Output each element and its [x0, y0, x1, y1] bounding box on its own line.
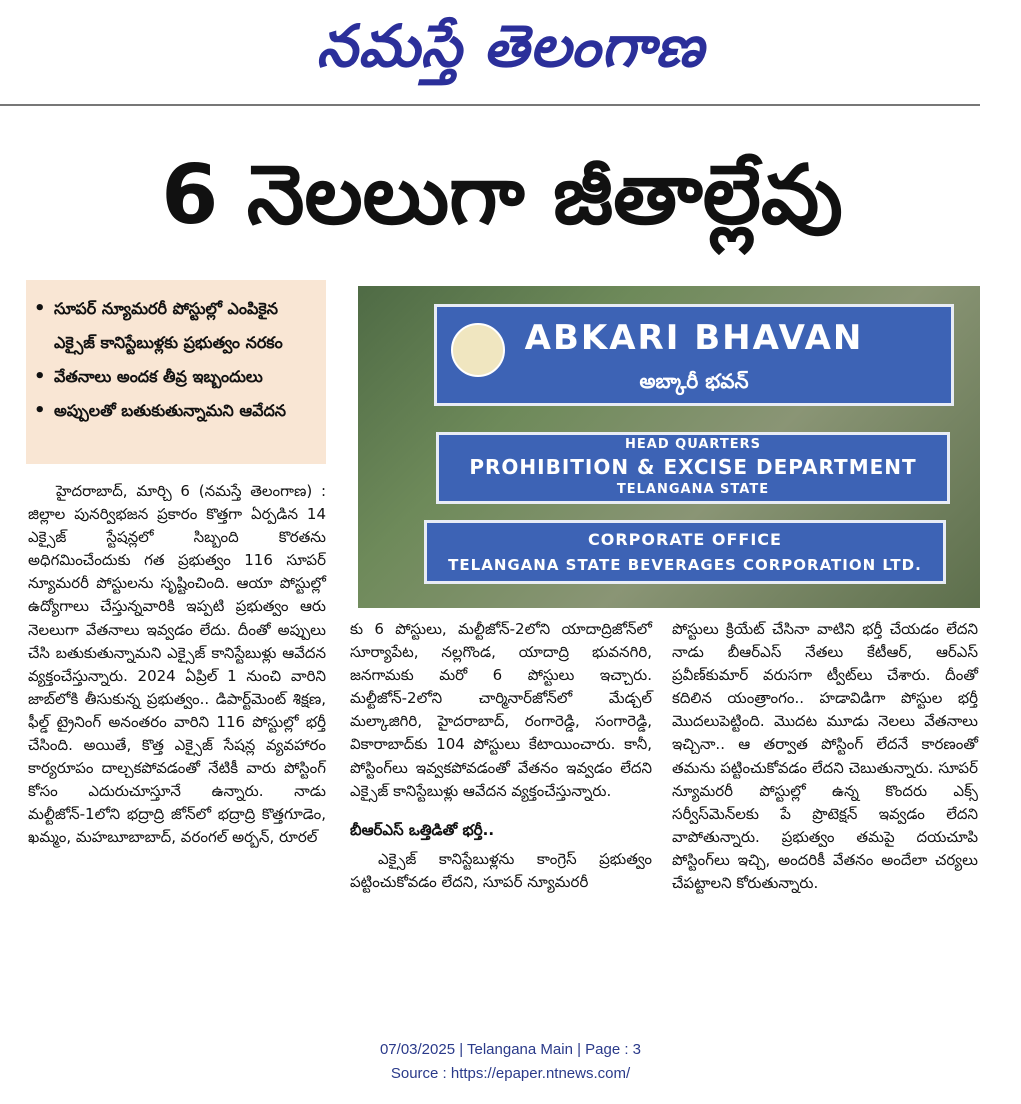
highlight-text: వేతనాలు అందక తీవ్ర ఇబ్బందులు — [54, 367, 263, 386]
sign-corporate-office — [424, 520, 946, 584]
bullet-icon: • — [34, 366, 46, 387]
highlight-item — [34, 360, 320, 394]
article-paragraph: ఎక్సైజ్ కానిస్టేబుళ్లను కాంగ్రెస్ ప్రభుత్వం పట్టించుకోవడం లేదని, సూపర్ న్యూమరరీ — [350, 849, 652, 891]
sign-line: HEAD QUARTERS — [625, 437, 761, 452]
highlight-text: సూపర్ న్యూమరరీ పోస్టుల్లో ఎంపికైన ఎక్సైజ్ కానిస్టేబుళ్లకు ప్రభుత్వం నరకం — [54, 299, 283, 352]
article-column-1 — [28, 480, 326, 850]
highlight-item — [34, 394, 320, 428]
footer — [0, 1038, 1021, 1086]
sign-line: TELANGANA STATE BEVERAGES CORPORATION LTD. — [448, 556, 922, 574]
sign-abkari-bhavan — [434, 304, 954, 406]
highlights-box — [26, 280, 326, 464]
highlight-text: అప్పులతో బతుకుతున్నామని ఆవేదన — [54, 401, 286, 420]
sign-line: PROHIBITION & EXCISE DEPARTMENT — [469, 455, 917, 479]
article-subhead: బీఆర్ఎస్ ఒత్తిడితో భర్తీ.. — [350, 820, 495, 839]
masthead-logo: నమస్తే తెలంగాణ — [316, 12, 705, 80]
footer-source: Source : https://epaper.ntnews.com/ — [390, 1065, 631, 1082]
bullet-icon: • — [34, 400, 46, 421]
article-paragraph: పోస్టులు క్రియేట్ చేసినా వాటిని భర్తీ చేయడం లేదని నాడు బీఆర్ఎస్ నేతలు కేటీఆర్, ఆర్ఎస్ ప్రవీణ్‌కుమార్ వరుసగా ట్వీట్‌లు చేశారు. దీంతో కదిలిన యంత్రాంగం.. హడావిడిగా పోస్టుల భర్తీ మొదలుపెట్టింది. మొదట మూడు నెలలు వేతనాలు ఇచ్చినా.. ఆ తర్వాత పోస్టింగ్ లేదనే కారణంతో తమను పట్టించుకోవడం లేదని చెబుతున్నారు. సూపర్ న్యూమరరీ పోస్టుల్లో ఉన్న కొందరు ఎక్స్ సర్వీస్‌మెన్‌లకు పే ప్రొటెక్షన్ ఇవ్వడం లేదని వాపోతున్నారు. ప్రభుత్వం తమపై దయచూపి పోస్టింగ్‌లు ఇచ్చి, అందరికీ వేతనం అందేలా చర్యలు చేపట్టాలని కోరుతున్నారు. — [672, 620, 978, 893]
sign-title: ABKARI BHAVAN — [524, 318, 864, 358]
article-column-2 — [350, 618, 652, 894]
highlight-item — [34, 292, 320, 360]
footer-edition-info: 07/03/2025 | Telangana Main | Page : 3 — [379, 1041, 642, 1058]
sign-excise-department — [436, 432, 950, 504]
sign-title-telugu: అబ్కారీ భవన్ — [639, 369, 749, 393]
masthead-divider — [0, 104, 980, 106]
article-paragraph: హైదరాబాద్, మార్చి 6 (నమస్తే తెలంగాణ) : జిల్లాల పునర్విభజన ప్రకారం కొత్తగా ఏర్పడిన 14 ఎక్సైజ్ స్టేషన్లలో సిబ్బంది కొరతను అధిగమించేందుకు గత ప్రభుత్వం 116 సూపర్ న్యూమరరీ పోస్టులను సృష్టించింది. ఆయా పోస్టుల్లో ఉద్యోగాలు చేస్తున్నవారికి ఇప్పటి ప్రభుత్వం ఆరు నెలలుగా వేతనాలు ఇవ్వడం లేదు. దీంతో అప్పులు చేసి బతుకుతున్నామని ఎక్సైజ్ కానిస్టేబుళ్లు ఆవేదన వ్యక్తంచేస్తున్నారు. 2024 ఏప్రిల్ 1 నుంచి వారిని జాబ్‌లోకి తీసుకున్న ప్రభుత్వం.. డిపార్ట్‌మెంట్ శిక్షణ, ఫీల్డ్ ట్రైనింగ్ అనంతరం వారిని 116 పోస్టుల్లో భర్తీ చేసింది. అయితే, కొత్త ఎక్సైజ్ సేషన్ల వ్యవహారం కార్యరూపం దాల్చకపోవడంతో నేటికీ వారు పోస్టింగ్ కోసం ఎదురుచూస్తూనే ఉన్నారు. నాడు మల్టీజోన్-1లోని భద్రాద్రి జోన్‌లో భద్రాద్రి కొత్తగూడెం, ఖమ్మం, మహబూబాబాద్, వరంగల్ అర్బన్, రూరల్ — [28, 482, 326, 847]
masthead — [0, 0, 1021, 105]
article-column-3 — [672, 618, 978, 895]
sign-line: CORPORATE OFFICE — [588, 530, 782, 549]
emblem-icon — [451, 323, 505, 377]
sign-line: TELANGANA STATE — [616, 482, 770, 497]
article-paragraph: కు 6 పోస్టులు, మల్టీజోన్-2లోని యాదాద్రిజోన్‌లో సూర్యాపేట, నల్లగొండ, యాదాద్రి భువనగిరి, జనగామకు మరో 6 పోస్టులు ఇచ్చారు. మల్టీజోన్-2లోని చార్మినార్‌జోన్‌లో మేడ్చల్ మల్కాజిగిరి, హైదరాబాద్, రంగారెడ్డి, సంగారెడ్డి, వికారాబాద్‌కు 104 పోస్టులు కేటాయించారు. కానీ, పోస్టింగ్‌లు ఇవ్వకపోవడంతో వేతనం ఇవ్వడం లేదని ఎక్సైజ్ కానిస్టేబుళ్లు ఆవేదన వ్యక్తంచేస్తున్నారు. — [350, 620, 652, 800]
headline: 6 నెలలుగా జీతాల్లేవు — [161, 148, 843, 243]
bullet-icon: • — [34, 298, 46, 319]
article-photo — [358, 286, 980, 608]
